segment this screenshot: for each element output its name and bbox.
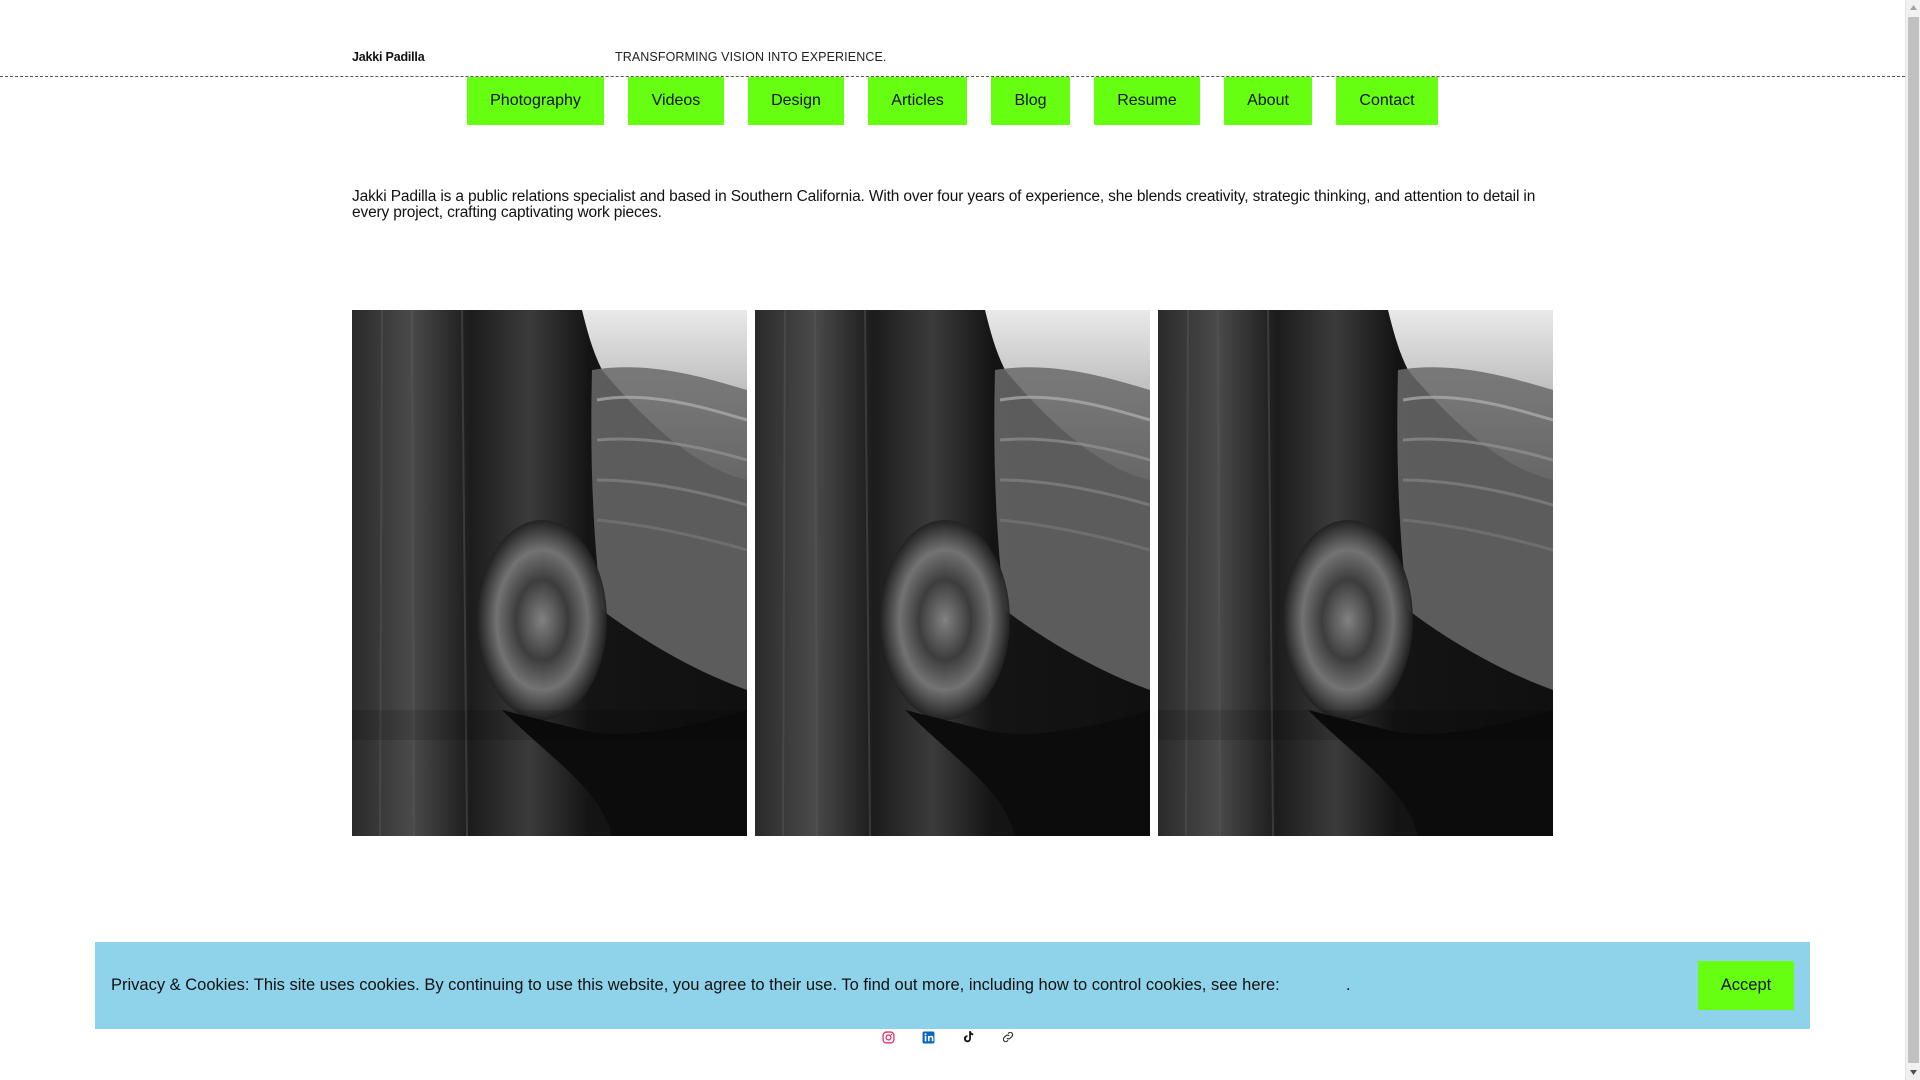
tiktok-icon[interactable] — [960, 1029, 976, 1045]
nav-photography-button[interactable]: Photography — [467, 77, 604, 125]
image-gallery — [352, 310, 1553, 836]
scroll-down-arrow-icon[interactable] — [1906, 1065, 1920, 1080]
nav-resume-button[interactable]: Resume — [1094, 77, 1200, 125]
linkedin-icon[interactable] — [920, 1029, 936, 1045]
scrollbar-thumb[interactable] — [1908, 17, 1919, 1063]
abstract-paint-artwork — [352, 310, 747, 836]
cookie-trailing-period: . — [1346, 976, 1351, 994]
nav-design-button[interactable]: Design — [748, 77, 844, 125]
instagram-icon[interactable] — [880, 1029, 896, 1045]
main-navigation — [0, 77, 1905, 125]
gallery-image[interactable] — [1158, 310, 1553, 836]
nav-contact-button[interactable]: Contact — [1336, 77, 1438, 125]
site-tagline: TRANSFORMING VISION INTO EXPERIENCE. — [615, 50, 887, 64]
site-title[interactable]: Jakki Padilla — [352, 50, 425, 64]
cookie-accept-button[interactable]: Accept — [1698, 961, 1794, 1010]
link-icon[interactable] — [1000, 1029, 1016, 1045]
vertical-scrollbar[interactable] — [1905, 0, 1920, 1080]
cookie-policy-link[interactable] — [1347, 976, 1439, 996]
nav-videos-button[interactable]: Videos — [628, 77, 724, 125]
gallery-image[interactable] — [352, 310, 747, 836]
nav-about-button[interactable]: About — [1224, 77, 1312, 125]
scroll-up-arrow-icon[interactable] — [1906, 0, 1920, 15]
abstract-paint-artwork — [755, 310, 1150, 836]
nav-articles-button[interactable]: Articles — [868, 77, 967, 125]
cookie-notice-text: Privacy & Cookies: This site uses cookies. By continuing to use this website, you agree to their use. To find out more, including how to control cookies, see here: — [111, 976, 1280, 994]
abstract-paint-artwork — [1158, 310, 1553, 836]
nav-blog-button[interactable]: Blog — [991, 77, 1070, 125]
cookie-banner — [95, 942, 1810, 1029]
gallery-image[interactable] — [755, 310, 1150, 836]
intro-paragraph: Jakki Padilla is a public relations specialist and based in Southern California. With over four years of experience, she blends creativity, strategic thinking, and attention to detail in every project, crafting captivating work pieces. — [352, 188, 1536, 221]
